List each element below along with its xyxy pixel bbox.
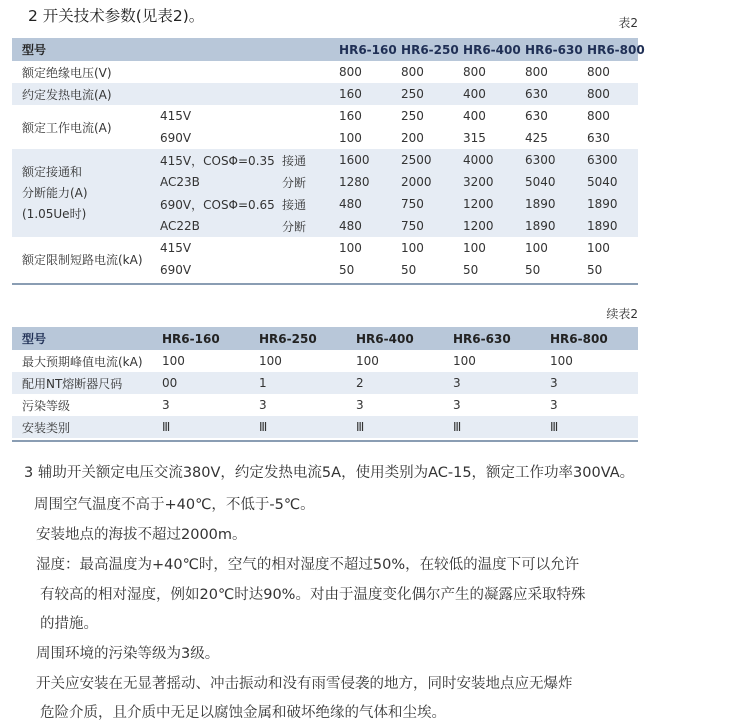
table1-header-row bbox=[12, 38, 638, 61]
table2-caption: 续表2 bbox=[606, 307, 638, 321]
cell-value: 3 bbox=[453, 376, 461, 390]
model-header: HR6-250 bbox=[391, 38, 453, 61]
cell-value: 100 bbox=[525, 241, 548, 255]
row-label: 污染等级 bbox=[22, 398, 71, 413]
header-label: 型号 bbox=[12, 38, 329, 61]
cell-value: 100 bbox=[401, 241, 424, 255]
operation-label: 接通 bbox=[282, 153, 307, 168]
rated-insulation-voltage-row bbox=[12, 61, 638, 83]
cell-value: 1890 bbox=[587, 219, 618, 233]
cell-value: 200 bbox=[401, 131, 424, 145]
cell-value: 800 bbox=[339, 65, 362, 79]
operation-label: 接通 bbox=[282, 197, 307, 212]
cell-value: 425 bbox=[525, 131, 548, 145]
cell-value: 100 bbox=[356, 354, 379, 368]
making-breaking-row bbox=[12, 149, 638, 171]
model-header: HR6-800 bbox=[540, 327, 638, 350]
cell-value: 2 bbox=[356, 376, 364, 390]
label-line: 分断能力(A) bbox=[22, 185, 88, 200]
cell-value: 5040 bbox=[525, 175, 556, 189]
cell-value: 1890 bbox=[525, 219, 556, 233]
table-row bbox=[12, 416, 638, 438]
cell-value: 6300 bbox=[587, 153, 618, 167]
cell-value: 4000 bbox=[463, 153, 494, 167]
aux-switch-text: 3 辅助开关额定电压交流380V，约定发热电流5A，使用类别为AC-15，额定工作功率300VA。 bbox=[24, 465, 635, 481]
cell-value: 3 bbox=[259, 398, 267, 412]
row-label: 配用NT熔断器尺码 bbox=[22, 376, 123, 391]
spec-table bbox=[12, 38, 645, 281]
cell-value: 100 bbox=[463, 241, 486, 255]
cell-value: 2000 bbox=[401, 175, 432, 189]
cell-value: 160 bbox=[339, 87, 362, 101]
label-line: (1.05Ue时) bbox=[22, 206, 87, 221]
cell-value: 315 bbox=[463, 131, 486, 145]
cell-value: 1600 bbox=[339, 153, 370, 167]
cell-value: 630 bbox=[587, 131, 610, 145]
cell-value: 160 bbox=[339, 109, 362, 123]
model-header: HR6-400 bbox=[346, 327, 443, 350]
cell-value: 100 bbox=[453, 354, 476, 368]
voltage-label: 690V bbox=[160, 263, 192, 277]
cell-value: 750 bbox=[401, 197, 424, 211]
cell-value: 3200 bbox=[463, 175, 494, 189]
cell-value: 50 bbox=[587, 263, 603, 277]
table-row bbox=[12, 394, 638, 416]
cell-value: 400 bbox=[463, 87, 486, 101]
cell-value: 800 bbox=[587, 65, 610, 79]
row-label: 最大预期峰值电流(kA) bbox=[22, 354, 143, 369]
short-circuit-row bbox=[12, 237, 638, 259]
working-current-row bbox=[12, 105, 638, 127]
operation-label: 分断 bbox=[282, 175, 307, 190]
section-heading: 2 开关技术参数(见表2)。 bbox=[28, 7, 205, 25]
cell-value: 800 bbox=[463, 65, 486, 79]
cell-value: 1890 bbox=[525, 197, 556, 211]
row-label: 额定工作电流(A) bbox=[22, 120, 112, 135]
cell-value: 630 bbox=[525, 109, 548, 123]
cell-value: 50 bbox=[339, 263, 355, 277]
altitude-text: 安装地点的海拔不超过2000m。 bbox=[36, 527, 247, 543]
humidity-text-line2: 有较高的相对湿度，例如20℃时达90%。对由于温度变化偶尔产生的凝露应采取特殊 bbox=[40, 587, 586, 603]
table-row bbox=[12, 350, 638, 372]
cell-value: 100 bbox=[339, 131, 362, 145]
ambient-temperature-text: 周围空气温度不高于+40℃，不低于-5℃。 bbox=[34, 497, 315, 513]
cell-value: 1890 bbox=[587, 197, 618, 211]
cell-value: Ⅲ bbox=[162, 420, 171, 434]
model-header: HR6-160 bbox=[329, 38, 391, 61]
cell-value: 800 bbox=[587, 87, 610, 101]
header-label: 型号 bbox=[12, 327, 152, 350]
cell-value: 800 bbox=[587, 109, 610, 123]
cell-value: 5040 bbox=[587, 175, 618, 189]
operation-label: 分断 bbox=[282, 219, 307, 234]
cell-value: 00 bbox=[162, 376, 178, 390]
condition-label: 690V，COSΦ=0.65 bbox=[160, 197, 275, 212]
cell-value: 750 bbox=[401, 219, 424, 233]
model-header: HR6-250 bbox=[249, 327, 346, 350]
voltage-label: 415V bbox=[160, 109, 192, 123]
cell-value: 50 bbox=[463, 263, 479, 277]
category-label: AC23B bbox=[160, 175, 200, 189]
model-header: HR6-800 bbox=[577, 38, 638, 61]
cell-value: 50 bbox=[525, 263, 541, 277]
table1-caption: 表2 bbox=[618, 16, 638, 30]
model-header: HR6-400 bbox=[453, 38, 515, 61]
humidity-text-line1: 湿度：最高温度为+40℃时，空气的相对湿度不超过50%，在较低的温度下可以允许 bbox=[36, 557, 580, 573]
table2-header-row bbox=[12, 327, 638, 350]
cell-value: 1200 bbox=[463, 197, 494, 211]
category-label: AC22B bbox=[160, 219, 200, 233]
cell-value: 50 bbox=[401, 263, 417, 277]
thermal-current-row bbox=[12, 83, 638, 105]
cell-value: Ⅲ bbox=[259, 420, 268, 434]
cell-value: Ⅲ bbox=[356, 420, 365, 434]
cell-value: 1200 bbox=[463, 219, 494, 233]
row-label: 约定发热电流(A) bbox=[22, 87, 112, 102]
cell-value: 6300 bbox=[525, 153, 556, 167]
voltage-label: 415V bbox=[160, 241, 192, 255]
cell-value: 100 bbox=[587, 241, 610, 255]
divider bbox=[12, 440, 638, 442]
cell-value: 400 bbox=[463, 109, 486, 123]
cell-value: 2500 bbox=[401, 153, 432, 167]
row-label: 安装类别 bbox=[22, 420, 71, 435]
cell-value: 100 bbox=[339, 241, 362, 255]
divider bbox=[12, 283, 638, 285]
cell-value: 3 bbox=[356, 398, 364, 412]
cell-value: 100 bbox=[162, 354, 185, 368]
cell-value: 630 bbox=[525, 87, 548, 101]
installation-text-line1: 开关应安装在无显著摇动、冲击振动和没有雨雪侵袭的地方，同时安装地点应无爆炸 bbox=[36, 676, 573, 692]
cell-value: 800 bbox=[401, 65, 424, 79]
cell-value: 1280 bbox=[339, 175, 370, 189]
model-header: HR6-160 bbox=[152, 327, 249, 350]
cell-value: 3 bbox=[550, 398, 558, 412]
spec-table-continued bbox=[12, 327, 638, 438]
cell-value: 3 bbox=[453, 398, 461, 412]
model-header: HR6-630 bbox=[443, 327, 540, 350]
cell-value: 3 bbox=[162, 398, 170, 412]
cell-value: 480 bbox=[339, 219, 362, 233]
cell-value: 250 bbox=[401, 87, 424, 101]
cell-value: 250 bbox=[401, 109, 424, 123]
cell-value: 100 bbox=[259, 354, 282, 368]
installation-text-line2: 危险介质，且介质中无足以腐蚀金属和破坏绝缘的气体和尘埃。 bbox=[40, 705, 446, 721]
cell-value: Ⅲ bbox=[550, 420, 559, 434]
table-row bbox=[12, 372, 638, 394]
cell-value: 1 bbox=[259, 376, 267, 390]
row-label: 额定绝缘电压(V) bbox=[22, 65, 112, 80]
making-breaking-label bbox=[12, 149, 152, 237]
cell-value: 480 bbox=[339, 197, 362, 211]
cell-value: 800 bbox=[525, 65, 548, 79]
humidity-text-line3: 的措施。 bbox=[40, 616, 98, 632]
condition-label: 415V，COSΦ=0.35 bbox=[160, 153, 275, 168]
cell-value: 100 bbox=[550, 354, 573, 368]
label-line: 额定接通和 bbox=[22, 164, 83, 179]
pollution-text: 周围环境的污染等级为3级。 bbox=[36, 646, 220, 662]
model-header: HR6-630 bbox=[515, 38, 577, 61]
row-label: 额定限制短路电流(kA) bbox=[22, 252, 143, 267]
voltage-label: 690V bbox=[160, 131, 192, 145]
cell-value: 3 bbox=[550, 376, 558, 390]
cell-value: Ⅲ bbox=[453, 420, 462, 434]
